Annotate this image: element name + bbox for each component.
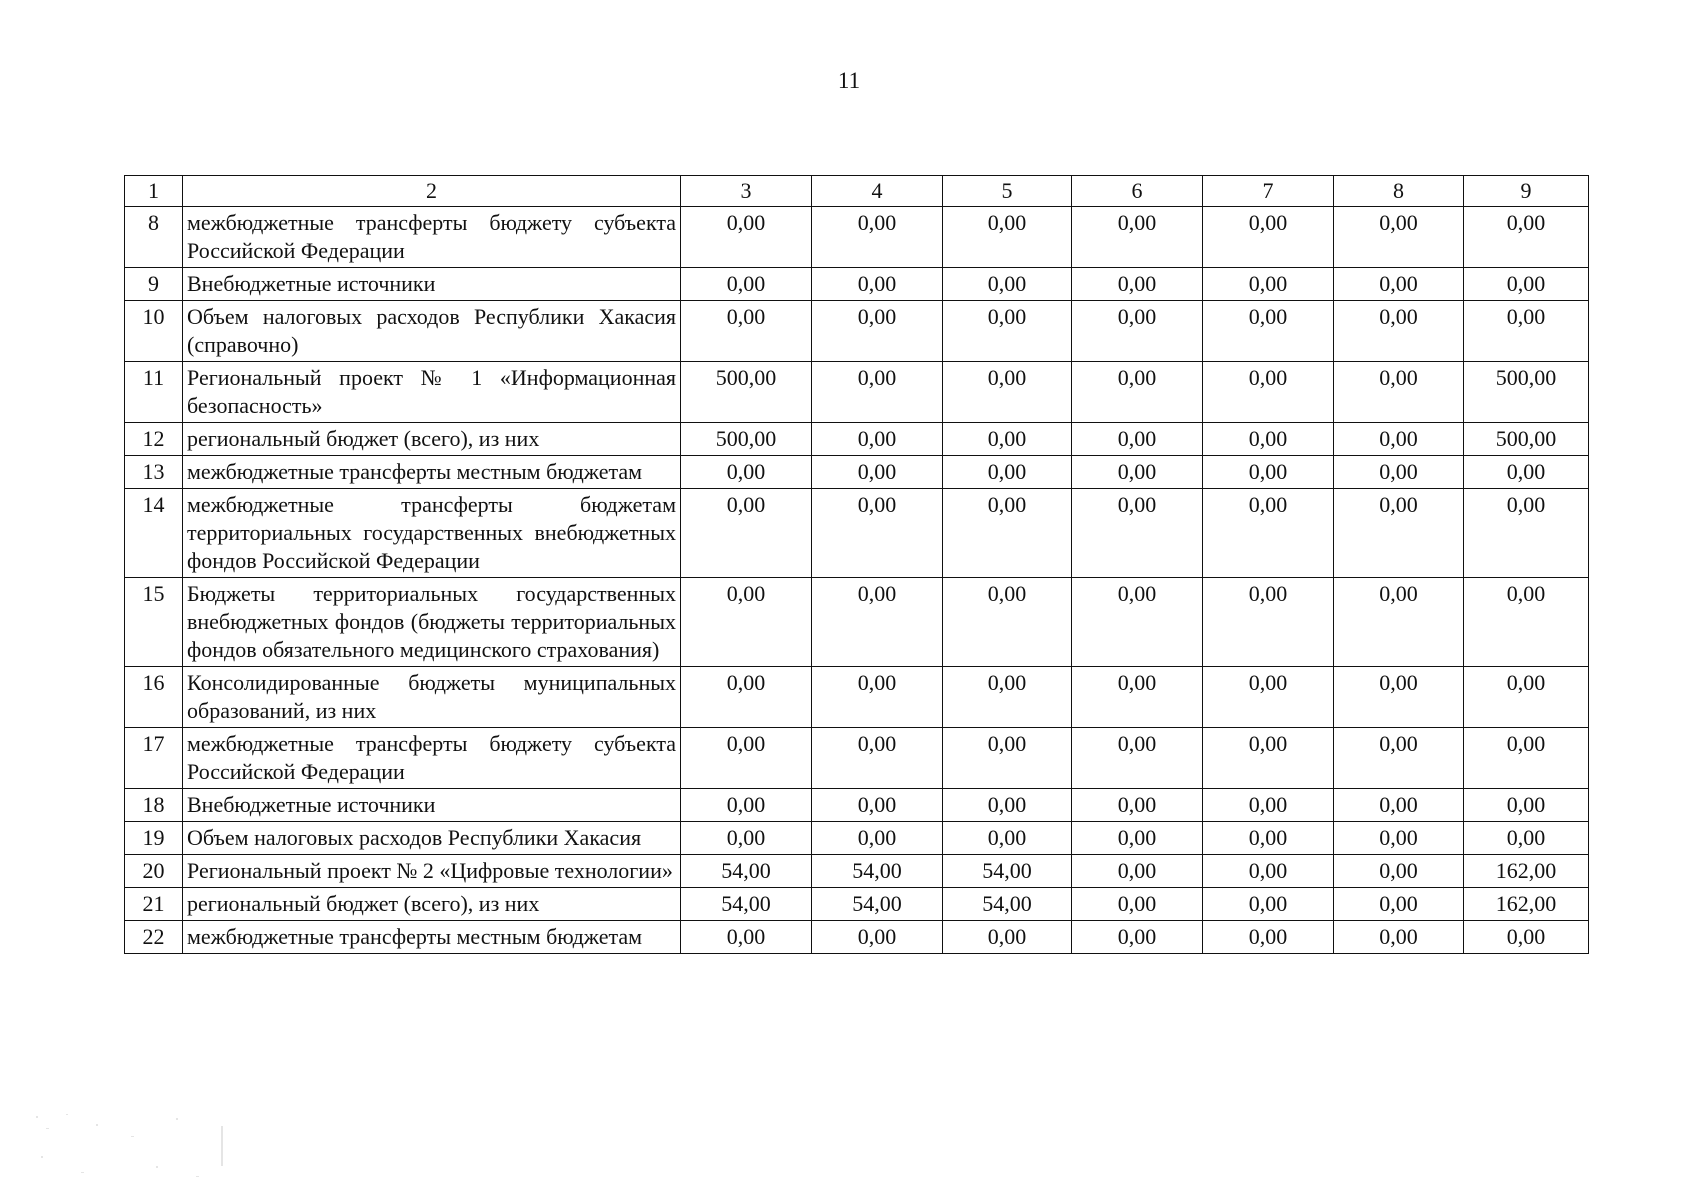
row-number: 9 (125, 268, 183, 301)
column-header-4: 4 (812, 176, 943, 207)
row-number: 12 (125, 423, 183, 456)
value-cell: 0,00 (943, 423, 1072, 456)
table-row (125, 207, 1589, 268)
value-cell: 0,00 (943, 456, 1072, 489)
value-cell: 0,00 (943, 268, 1072, 301)
value-cell: 0,00 (681, 921, 812, 954)
row-description: межбюджетные трансферты местным бюджетам (183, 921, 681, 954)
row-description: региональный бюджет (всего), из них (183, 888, 681, 921)
table-row (125, 489, 1589, 578)
value-cell: 54,00 (681, 888, 812, 921)
value-cell: 0,00 (1334, 423, 1464, 456)
value-cell: 0,00 (812, 578, 943, 667)
value-cell: 0,00 (812, 362, 943, 423)
table-body (125, 207, 1589, 954)
row-number: 21 (125, 888, 183, 921)
value-cell: 0,00 (1072, 888, 1203, 921)
row-description: межбюджетные трансферты местным бюджетам (183, 456, 681, 489)
value-cell: 0,00 (1072, 822, 1203, 855)
value-cell: 0,00 (812, 728, 943, 789)
column-header-3: 3 (681, 176, 812, 207)
value-cell: 162,00 (1464, 855, 1589, 888)
value-cell: 0,00 (1334, 362, 1464, 423)
value-cell: 500,00 (681, 423, 812, 456)
row-description: Объем налоговых расходов Республики Хакасия (183, 822, 681, 855)
value-cell: 0,00 (1072, 578, 1203, 667)
value-cell: 0,00 (943, 728, 1072, 789)
row-description: Внебюджетные источники (183, 789, 681, 822)
row-number: 15 (125, 578, 183, 667)
value-cell: 0,00 (681, 728, 812, 789)
value-cell: 0,00 (812, 789, 943, 822)
value-cell: 0,00 (1334, 268, 1464, 301)
value-cell: 0,00 (1072, 789, 1203, 822)
value-cell: 0,00 (1334, 822, 1464, 855)
value-cell: 0,00 (1072, 667, 1203, 728)
value-cell: 0,00 (1072, 362, 1203, 423)
value-cell: 0,00 (1072, 207, 1203, 268)
value-cell: 0,00 (1334, 728, 1464, 789)
value-cell: 0,00 (1464, 789, 1589, 822)
value-cell: 0,00 (1334, 207, 1464, 268)
value-cell: 0,00 (1334, 578, 1464, 667)
value-cell: 0,00 (1203, 268, 1334, 301)
row-description: Объем налоговых расходов Республики Хакасия (справочно) (183, 301, 681, 362)
row-number: 20 (125, 855, 183, 888)
table-header-row (125, 176, 1589, 207)
value-cell: 0,00 (1464, 822, 1589, 855)
value-cell: 0,00 (1203, 822, 1334, 855)
value-cell: 0,00 (1203, 728, 1334, 789)
value-cell: 0,00 (681, 667, 812, 728)
row-description: межбюджетные трансферты бюджету субъекта Российской Федерации (183, 207, 681, 268)
value-cell: 0,00 (681, 207, 812, 268)
value-cell: 0,00 (1464, 207, 1589, 268)
value-cell: 0,00 (1203, 423, 1334, 456)
column-header-8: 8 (1334, 176, 1464, 207)
scan-artifact (36, 1106, 246, 1186)
value-cell: 54,00 (943, 888, 1072, 921)
value-cell: 0,00 (943, 667, 1072, 728)
value-cell: 0,00 (681, 456, 812, 489)
value-cell: 0,00 (1203, 362, 1334, 423)
value-cell: 162,00 (1464, 888, 1589, 921)
row-number: 14 (125, 489, 183, 578)
row-number: 13 (125, 456, 183, 489)
value-cell: 500,00 (681, 362, 812, 423)
value-cell: 0,00 (1072, 855, 1203, 888)
value-cell: 0,00 (681, 822, 812, 855)
row-description: Бюджеты территориальных государственных внебюджетных фондов (бюджеты территориальных фондов обязательного медицинского страхования) (183, 578, 681, 667)
table-row (125, 362, 1589, 423)
row-number: 8 (125, 207, 183, 268)
table-row (125, 578, 1589, 667)
value-cell: 0,00 (1334, 456, 1464, 489)
value-cell: 0,00 (1203, 578, 1334, 667)
value-cell: 0,00 (1203, 489, 1334, 578)
value-cell: 0,00 (1464, 667, 1589, 728)
column-header-9: 9 (1464, 176, 1589, 207)
column-header-7: 7 (1203, 176, 1334, 207)
value-cell: 0,00 (812, 822, 943, 855)
value-cell: 500,00 (1464, 362, 1589, 423)
value-cell: 0,00 (1072, 301, 1203, 362)
value-cell: 0,00 (1203, 888, 1334, 921)
value-cell: 0,00 (812, 423, 943, 456)
column-header-1: 1 (125, 176, 183, 207)
row-description: региональный бюджет (всего), из них (183, 423, 681, 456)
value-cell: 0,00 (812, 207, 943, 268)
value-cell: 0,00 (1203, 855, 1334, 888)
value-cell: 0,00 (943, 301, 1072, 362)
row-description: Региональный проект № 2 «Цифровые технологии» (183, 855, 681, 888)
value-cell: 0,00 (681, 489, 812, 578)
value-cell: 0,00 (812, 921, 943, 954)
value-cell: 0,00 (812, 667, 943, 728)
page-number: 11 (837, 68, 861, 93)
value-cell: 500,00 (1464, 423, 1589, 456)
row-number: 10 (125, 301, 183, 362)
row-description: межбюджетные трансферты бюджету субъекта Российской Федерации (183, 728, 681, 789)
table-row (125, 456, 1589, 489)
value-cell: 0,00 (943, 362, 1072, 423)
value-cell: 0,00 (1334, 888, 1464, 921)
value-cell: 0,00 (1464, 301, 1589, 362)
table-row (125, 301, 1589, 362)
table-row (125, 888, 1589, 921)
value-cell: 0,00 (1203, 456, 1334, 489)
table-row (125, 921, 1589, 954)
value-cell: 0,00 (1203, 667, 1334, 728)
table-row (125, 855, 1589, 888)
table-row (125, 822, 1589, 855)
table-row (125, 423, 1589, 456)
column-header-2: 2 (183, 176, 681, 207)
row-description: Внебюджетные источники (183, 268, 681, 301)
value-cell: 0,00 (1334, 921, 1464, 954)
value-cell: 0,00 (1334, 489, 1464, 578)
value-cell: 0,00 (943, 578, 1072, 667)
value-cell: 0,00 (1072, 456, 1203, 489)
value-cell: 0,00 (681, 268, 812, 301)
row-number: 19 (125, 822, 183, 855)
value-cell: 54,00 (943, 855, 1072, 888)
value-cell: 0,00 (943, 921, 1072, 954)
value-cell: 0,00 (1334, 789, 1464, 822)
value-cell: 54,00 (812, 855, 943, 888)
value-cell: 0,00 (1072, 489, 1203, 578)
value-cell: 0,00 (681, 301, 812, 362)
value-cell: 54,00 (681, 855, 812, 888)
column-header-6: 6 (1072, 176, 1203, 207)
value-cell: 0,00 (1464, 728, 1589, 789)
table-row (125, 667, 1589, 728)
value-cell: 0,00 (1464, 268, 1589, 301)
value-cell: 0,00 (943, 489, 1072, 578)
row-description: межбюджетные трансферты бюджетам территориальных государственных внебюджетных фондов Российской Федерации (183, 489, 681, 578)
value-cell: 0,00 (681, 789, 812, 822)
value-cell: 0,00 (1072, 921, 1203, 954)
value-cell: 0,00 (812, 489, 943, 578)
row-number: 22 (125, 921, 183, 954)
value-cell: 0,00 (1072, 728, 1203, 789)
value-cell: 0,00 (1203, 207, 1334, 268)
row-number: 18 (125, 789, 183, 822)
value-cell: 0,00 (1464, 921, 1589, 954)
value-cell: 0,00 (1334, 301, 1464, 362)
value-cell: 0,00 (1334, 667, 1464, 728)
budget-table (124, 175, 1589, 954)
row-number: 17 (125, 728, 183, 789)
value-cell: 0,00 (1464, 578, 1589, 667)
value-cell: 0,00 (1464, 456, 1589, 489)
value-cell: 0,00 (812, 456, 943, 489)
value-cell: 0,00 (1203, 789, 1334, 822)
column-header-5: 5 (943, 176, 1072, 207)
value-cell: 0,00 (812, 301, 943, 362)
value-cell: 0,00 (943, 822, 1072, 855)
value-cell: 0,00 (1334, 855, 1464, 888)
value-cell: 0,00 (1072, 268, 1203, 301)
value-cell: 0,00 (943, 789, 1072, 822)
table-row (125, 728, 1589, 789)
value-cell: 0,00 (943, 207, 1072, 268)
value-cell: 0,00 (812, 268, 943, 301)
value-cell: 0,00 (681, 578, 812, 667)
row-description: Региональный проект № 1 «Информационная безопасность» (183, 362, 681, 423)
value-cell: 54,00 (812, 888, 943, 921)
value-cell: 0,00 (1203, 301, 1334, 362)
value-cell: 0,00 (1464, 489, 1589, 578)
table-row (125, 268, 1589, 301)
row-number: 11 (125, 362, 183, 423)
value-cell: 0,00 (1072, 423, 1203, 456)
row-description: Консолидированные бюджеты муниципальных образований, из них (183, 667, 681, 728)
row-number: 16 (125, 667, 183, 728)
value-cell: 0,00 (1203, 921, 1334, 954)
table-row (125, 789, 1589, 822)
